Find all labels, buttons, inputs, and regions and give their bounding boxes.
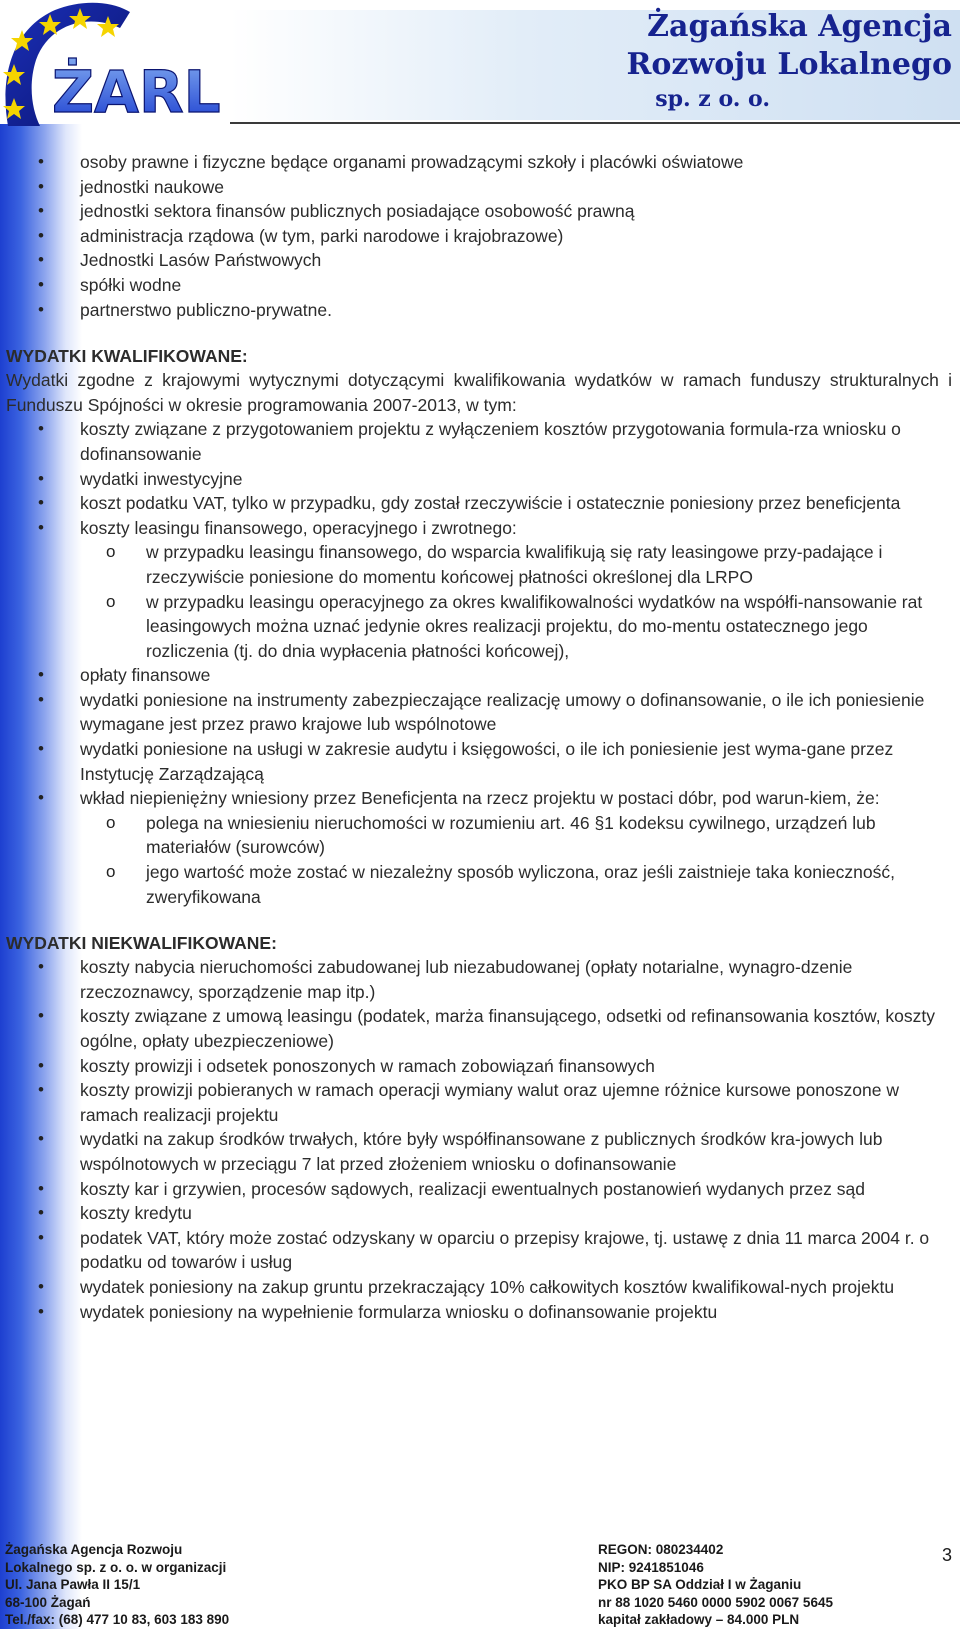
sublist-item: o jego wartość może zostać w niezależny sposób wyliczona, oraz jeśli zaistnieje taka konieczność, zweryfikowana [70,860,960,909]
list-item: • administracja rządowa (w tym, parki narodowe i krajobrazowe) [0,224,960,249]
svg-text:ŻARL: ŻARL [52,58,221,126]
list-item: • koszty prowizji i odsetek ponoszonych w ramach zobowiązań finansowych [0,1054,960,1079]
footer-line: PKO BP SA Oddział I w Żaganiu [598,1577,802,1592]
section-title-unqualified: WYDATKI NIEKWALIFIKOWANE: [6,933,277,954]
footer-line: Żagańska Agencja Rozwoju [5,1542,183,1557]
sublist-item: o polega na wniesieniu nieruchomości w rozumieniu art. 46 §1 kodeksu cywilnego, urządzeń lub materiałów (surowców) [70,811,960,860]
list-item: • koszty prowizji pobieranych w ramach operacji wymiany walut oraz ujemne różnice kursowe ponoszone w ramach realizacji projektu [0,1078,960,1127]
list-item: • jednostki sektora finansów publicznych posiadające osobowość prawną [0,199,960,224]
footer-line: 68-100 Żagań [5,1594,91,1610]
footer-line: Ul. Jana Pawła II 15/1 [5,1577,141,1592]
footer-registration [598,1541,833,1629]
agency-name-line2: Rozwoju Lokalnego [626,47,952,82]
list-item: • wydatki na zakup środków trwałych, które były współfinansowane z publicznych środków kra-jowych lub wspólnotowych w przeciągu 7 lat przed złożeniem wniosku o dofinansowanie [0,1127,960,1176]
list-item: • wydatki inwestycyjne [0,467,960,492]
list-item: • wydatek poniesiony na zakup gruntu przekraczający 10% całkowitych kosztów kwalifikowal-nych projektu [0,1275,960,1300]
header-rule [230,122,960,124]
document-body [0,150,960,1324]
page-footer [0,1541,960,1629]
in-kind-sublist [72,811,960,909]
sublist-item: o w przypadku leasingu operacyjnego za okres kwalifikowalności wydatków na współfi-nansowanie rat leasingowych można uznać jedynie okres realizacji projektu, do mo-mentu ostatecznego jego rozliczenia (tj. do dnia wypłacenia płatności końcowej), [70,590,960,664]
list-item [0,516,960,541]
list-item: • podatek VAT, który może zostać odzyskany w oparciu o przepisy krajowe, tj. ustawę z dnia 11 marca 2004 r. o podatku od towarów i usług [0,1226,960,1275]
section-intro: Wydatki zgodne z krajowymi wytycznymi dotyczącymi kwalifikowania wydatków w ramach funduszy strukturalnych i Funduszu Spójności w okresie programowania 2007-2013, w tym: [6,370,952,415]
agency-name-line1: Żagańska Agencja [647,9,952,44]
list-item: • koszt podatku VAT, tylko w przypadku, gdy został rzeczywiście i ostatecznie poniesiony przez beneficjenta [0,491,960,516]
footer-line: REGON: 080234402 [598,1542,724,1557]
zarl-logo [0,0,232,126]
list-item-text: koszty leasingu finansowego, operacyjnego i zwrotnego: [80,517,517,538]
list-item: • opłaty finansowe [0,663,960,688]
list-item: • partnerstwo publiczno-prywatne. [0,298,960,323]
list-item: • koszty nabycia nieruchomości zabudowanej lub niezabudowanej (opłaty notarialne, wynagro-dzenie rzeczoznawcy, sporządzenie map itp.) [0,955,960,1004]
list-item: • wydatki poniesione na instrumenty zabezpieczające realizację umowy o dofinansowanie, o ile ich poniesienie wymagane jest przez prawo krajowe lub wspólnotowe [0,688,960,737]
page-number: 3 [941,1545,952,1565]
list-item: • koszty związane z umową leasingu (podatek, marża finansującego, odsetki od refinansowania kosztów, koszty ogólne, opłaty ubezpieczeniowe) [0,1004,960,1053]
qualified-expenses-list-cont [0,663,960,811]
list-item: • wydatek poniesiony na wypełnienie formularza wniosku o dofinansowanie projektu [0,1300,960,1325]
list-item: • wkład niepieniężny wniesiony przez Beneficjenta na rzecz projektu w postaci dóbr, pod warun-kiem, że: [0,786,960,811]
unqualified-expenses-list [0,955,960,1324]
list-item: • spółki wodne [0,273,960,298]
beneficiary-list [0,150,960,322]
footer-line: Tel./fax: (68) 477 10 83, 603 183 890 [5,1612,230,1627]
list-item: • koszty kar i grzywien, procesów sądowych, realizacji ewentualnych postanowień wydanych przez sąd [0,1177,960,1202]
agency-name [626,8,952,114]
footer-line: nr 88 1020 5460 0000 5902 0067 5645 [598,1594,833,1610]
list-item: • koszty kredytu [0,1201,960,1226]
footer-line: NIP: 9241851046 [598,1559,704,1575]
list-item: • osoby prawne i fizyczne będące organami prowadzącymi szkoły i placówki oświatowe [0,150,960,175]
footer-line: kapitał zakładowy – 84.000 PLN [598,1612,800,1627]
footer-address [5,1541,229,1629]
list-item: • wydatki poniesione na usługi w zakresie audytu i księgowości, o ile ich poniesienie jest wyma-gane przez Instytucję Zarządzającą [0,737,960,786]
section-title-qualified: WYDATKI KWALIFIKOWANE: [6,346,248,367]
list-item: • koszty związane z przygotowaniem projektu z wyłączeniem kosztów przygotowania formula-rza wniosku o dofinansowanie [0,417,960,466]
footer-line: Lokalnego sp. z o. o. w organizacji [5,1559,227,1575]
qualified-expenses-list [0,417,960,540]
page-header [0,0,960,126]
agency-name-line3: sp. z o. o. [655,86,770,112]
sublist-item: o w przypadku leasingu finansowego, do wsparcia kwalifikują się raty leasingowe przy-padające i rzeczywiście poniesione do momentu końcowej płatności określonej dla LRPO [70,540,960,589]
list-item: • Jednostki Lasów Państwowych [0,248,960,273]
list-item: • jednostki naukowe [0,175,960,200]
leasing-sublist [72,540,960,663]
